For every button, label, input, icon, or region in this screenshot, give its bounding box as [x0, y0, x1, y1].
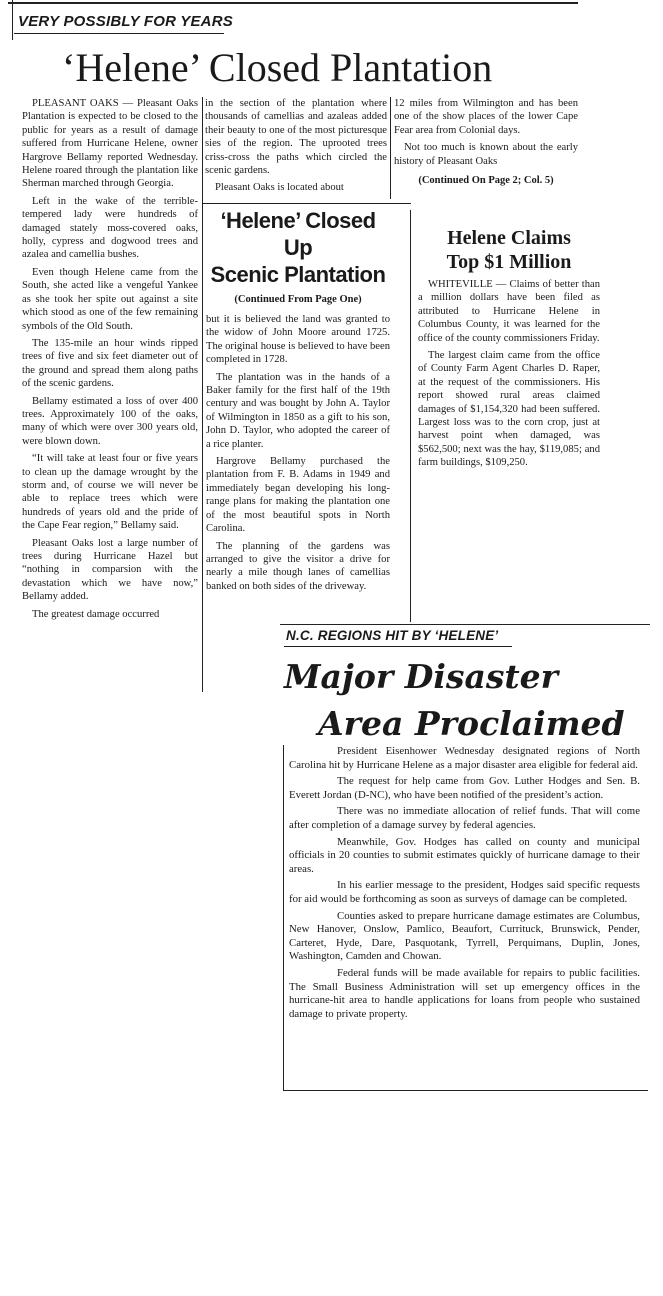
disaster-kicker-rule — [284, 646, 512, 647]
paragraph: but it is believed the land was granted to the widow of John Moore around 1725. The original house is believed to have been completed in 1728. — [206, 314, 390, 366]
paragraph: Counties asked to prepare hurricane damage estimates are Columbus, New Hanover, Onslow, Pamlico, Beaufort, Currituck, Brunswick, Pender, Carteret, Hyde, Dare, Pasquotank, Tyrrell, Perquimans, Duplin, Jones, Washington, Camden and Chowan. — [289, 909, 640, 963]
million-headline-line1: Helene Claims — [447, 227, 571, 249]
paragraph: In his earlier message to the president, Hodges said specific requests for aid would be forthcoming as soon as surveys of damage can be completed. — [289, 879, 640, 905]
paragraph: The largest claim came from the office of County Farm Agent Charles D. Raper, at the request of the commissioners. His report showed rural areas claimed damages of $1,154,320 had been suffered. Largest loss was to the corn crop, just at harvest point when damaged, was $562,500; next was the hay, $119,085; and farm buildings, $109,250. — [418, 350, 600, 469]
kicker-underline — [14, 33, 224, 34]
paragraph: Pleasant Oaks is located about — [215, 182, 344, 194]
paragraph: Bellamy estimated a loss of over 400 trees. Approximately 100 of the oaks, many of which were over 300 years old, were blown down. — [22, 395, 198, 447]
disaster-kicker: N.C. REGIONS HIT BY ‘HELENE’ — [286, 628, 499, 643]
million-body — [418, 278, 600, 470]
million-story — [418, 226, 600, 474]
paragraph: Left in the wake of the terrible-tempered lady were hundreds of damaged stately moss-covered oaks, holly, cypress and dogwood trees and azalea and camellia bushes. — [22, 195, 198, 261]
left-border-rule — [12, 0, 13, 40]
main-column-1 — [22, 97, 198, 625]
main-column-3 — [394, 97, 578, 187]
paragraph: Not too much is known about the early history of Pleasant Oaks — [394, 142, 578, 167]
paragraph: WHITEVILLE — Claims of better than a million dollars have been filed as attributed to Hurricane Helene in Columbus County, it was learned for the office of the county commissioners Friday. — [418, 279, 600, 344]
paragraph: The plantation was in the hands of a Baker family for the first half of the 19th century and was bought by John A. Taylor of Wilmington in 1850 as a gift to his son, John D. Taylor, who adopted the career of a rice planter. — [206, 371, 390, 450]
paragraph: 12 miles from Wilmington and has been one of the show places of the lower Cape Fear area from Colonial days. — [394, 98, 578, 136]
paragraph: There was no immediate allocation of relief funds. That will come after completion of a damage survey by federal agencies. — [289, 805, 640, 831]
continued-headline-line2: Scenic Plantation — [210, 262, 386, 287]
disaster-headline-line2: Area Proclaimed — [318, 704, 625, 743]
paragraph: The 135-mile an hour winds ripped trees of five and six feet diameter out of the ground and spread them along paths of the scenic gardens. — [22, 337, 198, 390]
continued-on-label: (Continued On Page 2; Col. 5) — [418, 175, 554, 187]
continued-headline-line1: ‘Helene’ Closed Up — [220, 208, 376, 260]
paragraph: President Eisenhower Wednesday designated regions of North Carolina hit by Hurricane Helene as a major disaster area eligible for federal aid. — [289, 745, 640, 771]
paragraph: Meanwhile, Gov. Hodges has called on county and municipal officials in 20 counties to submit estimates quickly of hurricane damage to their areas. — [289, 835, 640, 875]
paragraph: The request for help came from Gov. Luther Hodges and Sen. B. Everett Jordan (D-NC), who have been notified of the president’s action. — [289, 775, 640, 801]
disaster-left-rule — [283, 745, 284, 1090]
paragraph: The planning of the gardens was arranged to give the visitor a drive for nearly a mile though lanes of camellias banked on both sides of the driveway. — [206, 540, 390, 592]
paragraph: Federal funds will be made available for repairs to public facilities. The Small Business Administration will set up emergency offices in the hurricane-hit area to handle applications for loans from people who sustained damage to private property. — [289, 966, 640, 1020]
continued-from-label: (Continued From Page One) — [234, 294, 362, 305]
disaster-top-rule — [280, 624, 650, 625]
top-rule — [8, 2, 578, 4]
main-column-2 — [205, 97, 387, 199]
continued-body — [206, 313, 390, 593]
paragraph: “It will take at least four or five years to clean up the damage wrought by the storm and, of course we will never be able to replace trees which were hundreds of years old and the pride of the Cape Fear region,” Bellamy said. — [22, 453, 198, 532]
column-rule-1 — [202, 97, 203, 692]
paragraph: The greatest damage occurred — [32, 608, 160, 620]
paragraph: in the section of the plantation where thousands of camellias and azaleas added their beauty to one of the most picturesque sies of the region. The uprooted trees criss-cross the paths which circled the scenic gardens. — [205, 98, 387, 177]
column-rule-2 — [390, 97, 391, 199]
main-headline: ‘Helene’ Closed Plantation — [62, 45, 493, 90]
disaster-bottom-rule — [283, 1090, 648, 1091]
million-headline-line2: Top $1 Million — [446, 251, 572, 273]
paragraph: Even though Helene came from the South, she acted like a vengeful Yankee as she took her spite out against a site which stood as one of the few remaining symbols of the Old South. — [22, 266, 198, 332]
disaster-body — [289, 745, 640, 1024]
paragraph: Pleasant Oaks lost a large number of trees during Hurricane Hazel but “nothing in comparsion with the devastation which we have now,” Bellamy added. — [22, 537, 198, 603]
column-rule-3 — [410, 210, 411, 622]
continued-story — [206, 207, 390, 597]
paragraph: Hargrove Bellamy purchased the plantation from F. B. Adams in 1949 and immediately began developing his long-range plans for making the plantation one of the most beautiful spots in North Carolina. — [206, 456, 390, 535]
paragraph: PLEASANT OAKS — Pleasant Oaks Plantation is expected to be closed to the public for years as a result of damage suffered from Hurricane Helene, owner Hargrove Bellamy reported Wednesday. Helene roared through the plantation like Sherman marched through Georgia. — [22, 98, 198, 190]
main-kicker: VERY POSSIBLY FOR YEARS — [18, 13, 233, 30]
story-separator-rule — [203, 203, 411, 204]
disaster-headline-line1: Major Disaster — [284, 657, 559, 696]
